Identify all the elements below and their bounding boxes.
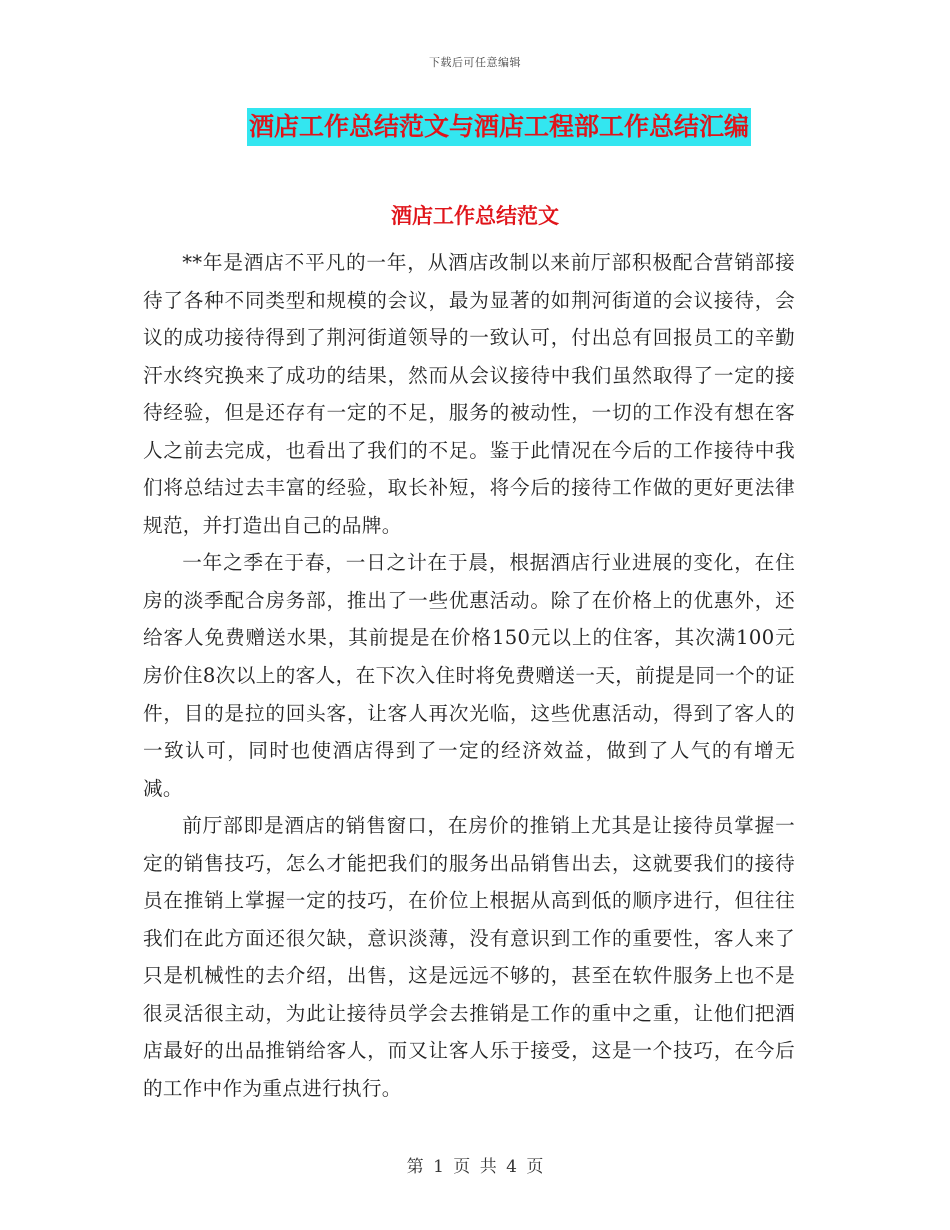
page-footer: 第 1 页 共 4 页 [406, 1157, 544, 1177]
document-body [143, 244, 795, 1108]
paragraph-2: 一年之季在于春，一日之计在于晨，根据酒店行业进展的变化，在住房的淡季配合房务部，推出了一些优惠活动。除了在价格上的优惠外，还给客人免费赠送水果，其前提是在价格150元以上的住客，其次满100元房价住8次以上的客人，在下次入住时将免费赠送一天，前提是同一个的证件，目的是拉的回头客，让客人再次光临，这些优惠活动，得到了客人的一致认可，同时也使酒店得到了一定的经济效益，做到了人气的有增无减。 [143, 551, 795, 800]
paragraph-1: **年是酒店不平凡的一年，从酒店改制以来前厅部积极配合营销部接待了各种不同类型和规模的会议，最为显著的如荆河街道的会议接待，会议的成功接待得到了荆河街道领导的一致认可，付出总有回报员工的辛勤汗水终究换来了成功的结果，然而从会议接待中我们虽然取得了一定的接待经验，但是还存有一定的不足，服务的被动性，一切的工作没有想在客人之前去完成，也看出了我们的不足。鉴于此情况在今后的工作接待中我们将总结过去丰富的经验，取长补短，将今后的接待工作做的更好更法律规范，并打造出自己的品牌。 [143, 251, 795, 537]
document-main-title: 酒店工作总结范文与酒店工程部工作总结汇编 [247, 108, 751, 146]
main-title-container [0, 108, 950, 146]
header-note: 下载后可任意编辑 [429, 56, 521, 69]
paragraph-3: 前厅部即是酒店的销售窗口，在房价的推销上尤其是让接待员掌握一定的销售技巧，怎么才能把我们的服务出品销售出去，这就要我们的接待员在推销上掌握一定的技巧，在价位上根据从高到低的顺序进行，但往往我们在此方面还很欠缺，意识淡薄，没有意识到工作的重要性，客人来了只是机械性的去介绍，出售，这是远远不够的，甚至在软件服务上也不是很灵活很主动，为此让接待员学会去推销是工作的重中之重，让他们把酒店最好的出品推销给客人，而又让客人乐于接受，这是一个技巧，在今后的工作中作为重点进行执行。 [143, 814, 795, 1101]
section-title: 酒店工作总结范文 [391, 203, 559, 228]
